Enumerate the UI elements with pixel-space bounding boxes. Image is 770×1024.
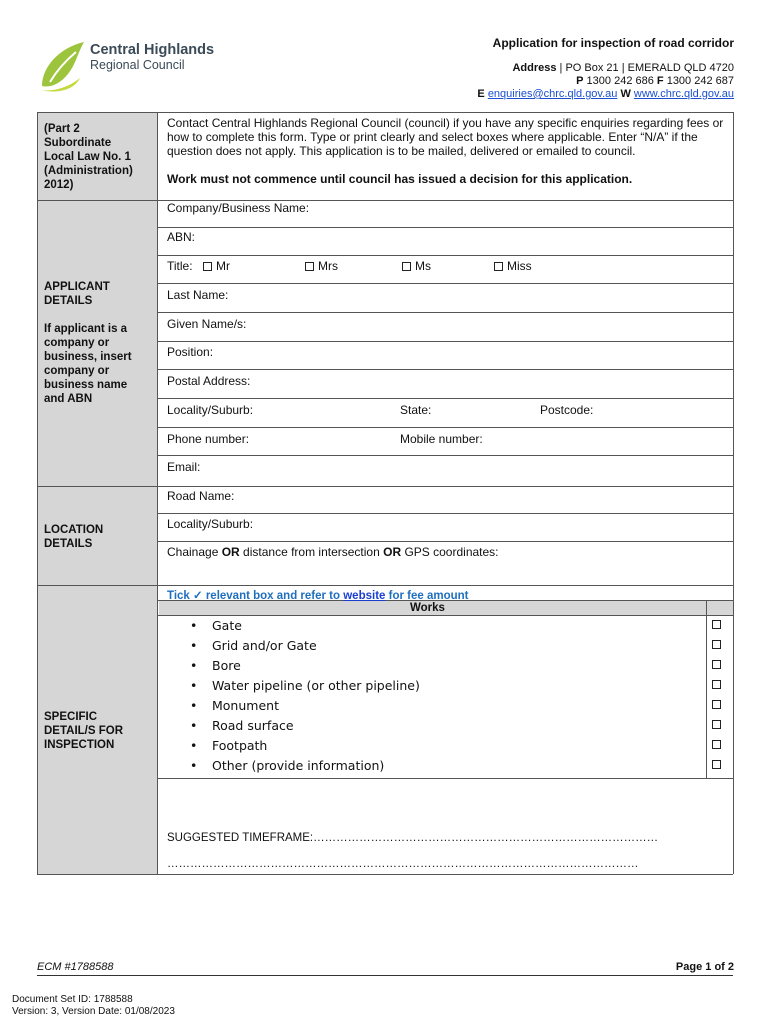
web-label: W [620,88,631,100]
works-item-monument: • Monument [190,698,279,713]
specific-details-heading: SPECIFIC DETAIL/S FOR INSPECTION [44,711,124,751]
phone-value: 1300 242 686 [583,75,657,87]
company-field[interactable]: Company/Business Name: [167,201,310,215]
title-mrs-option[interactable]: Mrs [305,259,338,273]
address-value: | PO Box 21 | EMERALD QLD 4720 [556,62,734,74]
form-title: Application for inspection of road corridor [492,36,734,50]
works-item-bore: • Bore [190,658,241,673]
document-set-id: Document Set ID: 1788588 [12,994,133,1005]
pipeline-checkbox[interactable] [712,680,721,689]
logo-name-line1: Central Highlands [90,42,215,58]
location-cell [37,487,158,585]
works-item-footpath: • Footpath [190,738,268,753]
works-item-road-surface: • Road surface [190,718,294,733]
last-name-field[interactable]: Last Name: [167,288,229,302]
checkbox-icon[interactable] [203,262,212,271]
title-ms-option[interactable]: Ms [402,259,431,273]
applicant-cell [37,201,158,486]
locality-field[interactable]: Locality/Suburb: [167,403,254,417]
road-surface-checkbox[interactable] [712,720,721,729]
other-checkbox[interactable] [712,760,721,769]
intro-text: Contact Central Highlands Regional Council (council) if you have any specific enquiries regarding fees or how to complete this form. Type or print clearly and select boxes where applicable. Enter “N/A” if the question does not apply. This application is to be mailed, delivered or emailed to council. [167,116,724,158]
chainage-field[interactable]: Chainage OR distance from intersection OR GPS coordinates: [167,545,499,559]
works-header: Works [410,602,445,614]
abn-field[interactable]: ABN: [167,230,196,244]
phone-line [576,75,734,87]
work-warning: Work must not commence until council has issued a decision for this application. [167,172,633,186]
monument-checkbox[interactable] [712,700,721,709]
fax-value: 1300 242 687 [663,75,734,87]
address-line [512,62,734,74]
works-item-other: • Other (provide information) [190,758,385,773]
fax-label: F [656,75,664,87]
applicant-company-note: If applicant is a company or business, insert company or business name and ABN [44,323,132,405]
mobile-field[interactable]: Mobile number: [400,432,483,446]
email-field[interactable]: Email: [167,460,201,474]
email-link[interactable]: enquiries@chrc.qld.gov.au [487,88,618,100]
local-law-label: (Part 2 Subordinate Local Law No. 1 (Administration) 2012) [44,123,133,191]
state-field[interactable]: State: [400,403,432,417]
ecm-number: ECM #1788588 [37,961,114,973]
logo-name-line2: Regional Council [90,58,185,72]
address-label: Address [512,62,557,74]
bore-checkbox[interactable] [712,660,721,669]
footpath-checkbox[interactable] [712,740,721,749]
location-locality-field[interactable]: Locality/Suburb: [167,517,254,531]
gate-checkbox[interactable] [712,620,721,629]
fee-website-link[interactable]: website [343,590,386,602]
version-info: Version: 3, Version Date: 01/08/2023 [12,1006,175,1017]
logo-leaf-icon [38,38,94,94]
timeframe-field[interactable]: SUGGESTED TIMEFRAME:……………………………………………………………………………… [167,832,659,844]
works-item-gate: • Gate [190,618,242,633]
title-mr-option[interactable]: Mr [203,259,230,273]
phone-label: P [576,75,584,87]
checkbox-icon[interactable] [305,262,314,271]
works-item-grid: • Grid and/or Gate [190,638,317,653]
page-number: Page 1 of 2 [675,961,734,973]
checkbox-icon[interactable] [402,262,411,271]
local-law-cell [37,112,158,200]
intro-instructions [167,116,727,186]
location-details-heading: LOCATION DETAILS [44,524,104,550]
council-logo [38,38,238,94]
title-label: Title: [167,259,193,273]
title-miss-option[interactable]: Miss [494,259,532,273]
phone-field[interactable]: Phone number: [167,432,250,446]
works-item-pipeline: • Water pipeline (or other pipeline) [190,678,420,693]
tick-instruction: Tick ✓ relevant box and refer to website for fee amount [167,590,469,602]
contact-line [477,88,734,100]
position-field[interactable]: Position: [167,345,214,359]
postal-address-field[interactable]: Postal Address: [167,374,251,388]
applicant-details-heading: APPLICANT DETAILS [44,281,110,307]
timeframe-continuation[interactable]: …………………………………………………………………………………………………………… [167,858,639,870]
checkbox-icon[interactable] [494,262,503,271]
grid-checkbox[interactable] [712,640,721,649]
road-name-field[interactable]: Road Name: [167,489,235,503]
email-label: E [477,88,485,100]
website-link[interactable]: www.chrc.qld.gov.au [633,88,734,100]
postcode-field[interactable]: Postcode: [540,403,594,417]
given-names-field[interactable]: Given Name/s: [167,317,247,331]
specific-cell [37,586,158,874]
